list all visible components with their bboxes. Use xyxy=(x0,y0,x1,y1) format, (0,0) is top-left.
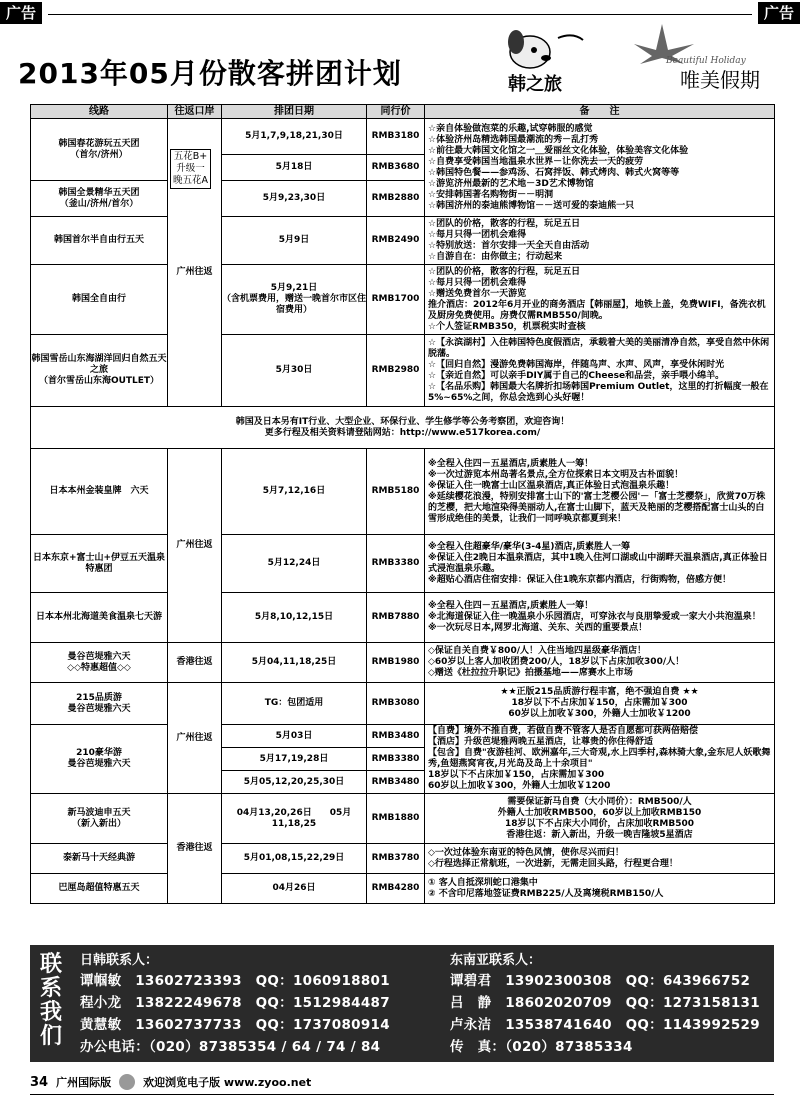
col-port: 往返口岸 xyxy=(168,105,222,119)
price-cell: RMB4280 xyxy=(367,874,425,904)
contact-right-3: 卢永洁 13538741640 QQ：1143992529 xyxy=(450,1017,760,1033)
dates-cell: 5月18日 xyxy=(222,155,367,181)
notes-cell: ☆亲自体验做泡菜的乐趣,试穿韩服的感觉 ☆体验济州岛精选韩国最潮流的秀－乱打秀 ☆前往最大韩国文化馆之一＿爱丽丝文化体验，体验美容文化体验 ☆自费享受韩国当地温泉水世界－让你洗去一天的疲劳 ☆韩国特色餐——参鸡汤、石窝拌饭、韩式烤肉、韩式火窝等等 ☆游览济州最新的艺术地－3D艺术博物馆 ☆安排韩国著名购物街－－明洞 ☆韩国济州的泰迪熊博物馆－－送可爱的泰迪熊一只 xyxy=(425,119,775,217)
notes-cell: ★★正版215品质游行程丰富，绝不强迫自费 ★★ 18岁以下不占床加￥150，占床需加￥300 60岁以上加收￥300，外籍人士加收￥1200 xyxy=(425,683,775,725)
price-cell: RMB7880 xyxy=(367,593,425,643)
tour-plan-table xyxy=(30,104,775,904)
route-cell: 日本东京+富士山+伊豆五天温泉特惠团 xyxy=(31,535,168,593)
inquiry-banner xyxy=(31,407,775,449)
dates-cell: 5月04,11,18,25日 xyxy=(222,643,367,683)
sea-header: 东南亚联系人： xyxy=(450,953,542,968)
ad-tag-left: 广告 xyxy=(0,2,42,24)
price-cell: RMB3080 xyxy=(367,683,425,725)
dates-cell: 5月05,12,20,25,30日 xyxy=(222,771,367,794)
route-cell: 日本本州金装皇牌 六天 xyxy=(31,449,168,535)
notes-cell: 需要保证新马自费（大小同价）：RMB500/人 外籍人士加收RMB500，60岁以上加收RMB150 18岁以下不占床大小同价，占床加收RMB500 香港往返：新入新出，升级一晚吉隆坡5星酒店 xyxy=(425,794,775,844)
port-cell: 五花B+ 升级一 晚五花A 广州往返 xyxy=(168,119,222,407)
table-row xyxy=(31,844,775,874)
price-cell: RMB3380 xyxy=(367,535,425,593)
table-row xyxy=(31,119,775,155)
table-row xyxy=(31,335,775,407)
price-cell: RMB1980 xyxy=(367,643,425,683)
contact-left-1: 谭帼敏 13602723393 QQ：1060918801 xyxy=(80,973,390,989)
dates-cell: 5月9,21日 （含机票费用，赠送一晚首尔市区住宿费用） xyxy=(222,265,367,335)
bottom-rule xyxy=(30,1094,774,1095)
price-cell: RMB3780 xyxy=(367,844,425,874)
contact-label: 联系我们 xyxy=(39,952,62,1049)
upgrade-box: 五花B+ 升级一 晚五花A xyxy=(170,149,211,189)
magazine-name: 广州国际版 xyxy=(56,1076,112,1089)
table-header xyxy=(31,105,775,119)
route-cell: 日本本州北海道美食温泉七天游 xyxy=(31,593,168,643)
ad-tag-right: 广告 xyxy=(758,2,800,24)
table-row xyxy=(31,683,775,725)
route-cell: 泰新马十天经典游 xyxy=(31,844,168,874)
route-cell: 曼谷芭堤雅六天 ◇◇特惠超值◇◇ xyxy=(31,643,168,683)
dates-cell: 5月12,24日 xyxy=(222,535,367,593)
price-cell: RMB3380 xyxy=(367,748,425,771)
port-cell: 广州往返 xyxy=(168,449,222,643)
banner-line-2[interactable]: 更多行程及相关资料请登陆网站：http://www.e517korea.com/ xyxy=(264,427,541,438)
contact-panel xyxy=(30,945,774,1062)
table-row xyxy=(31,593,775,643)
table-row xyxy=(31,217,775,265)
contact-left-3: 黄慧敏 13602737733 QQ：1737080914 xyxy=(80,1017,390,1033)
col-price: 同行价 xyxy=(367,105,425,119)
price-cell: RMB3180 xyxy=(367,119,425,155)
notes-cell: ① 客人自抵深圳蛇口港集中 ② 不含印尼落地签证费RMB225/人及离境税RMB150/人 xyxy=(425,874,775,904)
price-cell: RMB1700 xyxy=(367,265,425,335)
contact-left-4: 办公电话：（020）87385354 / 64 / 74 / 84 xyxy=(80,1039,381,1055)
page-number: 34 xyxy=(30,1074,49,1090)
dates-cell: 5月9,23,30日 xyxy=(222,181,367,217)
dates-cell: 04月13,20,26日 05月11,18,25 xyxy=(222,794,367,844)
page-title: 2013年05月份散客拼团计划 xyxy=(18,57,402,90)
web-link[interactable]: 欢迎浏览电子版 www.zyoo.net xyxy=(143,1076,312,1089)
notes-cell: ※全程入住四－五星酒店,质素胜人一筹！ ※一次过游览本州岛著名景点,全方位探索日本文明及古朴面貌！ ※保证入住一晚富士山区温泉酒店,真正体验日式泡温泉乐趣！ ※延续樱花浪漫，特别安排富士山下的'富士芝樱公园'－「富士芝樱祭」，欣赏70万株的芝樱，把大地渲染得美丽动人,在富士山脚下，蓝天及艳丽的芝樱搭配富士山头的白雪形成绝佳的美景，让我们一同呼唤京都夏到来！ xyxy=(425,449,775,535)
weimei-holiday-logo xyxy=(622,20,792,100)
dates-cell: 04月26日 xyxy=(222,874,367,904)
route-cell: 韩国全自由行 xyxy=(31,265,168,335)
page-footer xyxy=(30,1074,311,1090)
contact-right-2: 吕 静 18602020709 QQ：1273158131 xyxy=(450,995,760,1011)
han-travel-logo-text: 韩之旅 xyxy=(508,74,562,95)
contact-right-1: 谭碧君 13902300308 QQ：643966752 xyxy=(450,973,751,989)
notes-cell: ☆【永滨湖村】入住韩国特色度假酒店，承载着大美的美丽清净自然，享受自然中休闲脱藩。 ☆【回归自然】漫游免费韩国海岸，伴随鸟声、水声、风声，享受休闲时光 ☆【亲近自然】可以亲手DIY属于自己的Cheese和品尝，亲手喂小绵羊。 ☆【名品乐购】韩国最大名牌折扣场韩国Premium Outlet，这里的打折幅度一般在5%~65%之间，你总会选到心头好喔！ xyxy=(425,335,775,407)
banner-line-1: 韩国及日本另有IT行业、大型企业、环保行业、学生修学等公务考察团，欢迎咨询！ xyxy=(235,416,570,427)
dates-cell: 5月30日 xyxy=(222,335,367,407)
table-row xyxy=(31,449,775,535)
table-row xyxy=(31,407,775,449)
dates-cell: 5月8,10,12,15日 xyxy=(222,593,367,643)
price-cell: RMB2490 xyxy=(367,217,425,265)
dates-cell: 5月03日 xyxy=(222,725,367,748)
contact-left-2: 程小龙 13822249678 QQ：1512984487 xyxy=(80,995,390,1011)
col-dates: 排团日期 xyxy=(222,105,367,119)
korea-japan-header: 日韩联系人： xyxy=(80,953,159,968)
dates-cell: 5月1,7,9,18,21,30日 xyxy=(222,119,367,155)
han-travel-logo xyxy=(488,28,588,100)
weimei-holiday-text: 唯美假期 xyxy=(680,68,760,92)
notes-cell: 【自费】境外不推自费，若做自费不管客人是否自愿都可获两倍赔偿 【酒店】升级芭堤雅两晚五星酒店，让尊贵的你住得舒适 【包含】自费"夜游桂河、欧洲嘉年,三大奇观,水上四季村,森林骑大象,金东尼人妖歌舞秀,鱼翅燕窝宵夜,月光岛及岛上十余项目" 18岁以下不占床加￥150，占床需加￥300 60岁以上加收￥300，外籍人士加收￥1200 xyxy=(425,725,775,794)
route-cell: 韩国首尔半自由行五天 xyxy=(31,217,168,265)
route-cell: 韩国全景精华五天团 （釜山/济州/首尔） xyxy=(31,181,168,217)
dates-cell: 5月9日 xyxy=(222,217,367,265)
route-cell: 210豪华游 曼谷芭堤雅六天 xyxy=(31,725,168,794)
route-cell: 韩国雪岳山东海湖洋回归自然五天之旅 （首尔雪岳山东海OUTLET） xyxy=(31,335,168,407)
col-notes: 备 注 xyxy=(425,105,775,119)
notes-cell: ☆团队的价格，散客的行程，玩足五日 ☆每月只得一团机会难得 ☆赠送免费首尔一天游览 推介酒店：2012年6月开业的商务酒店【韩丽屋】，地铁上盖，免费WIFI，备洗衣机及厨房免费使用。房费仅需RMB550/间晚。 ☆个人签证RMB350，机票税实时查核 xyxy=(425,265,775,335)
contact-right-4: 传 真：（020）87385334 xyxy=(450,1039,633,1055)
notes-cell: ◇一次过体验东南亚的特色风情，使你尽兴而归！ ◇行程选择正常航班，一次进新，无需走回头路，行程更合理！ xyxy=(425,844,775,874)
port-cell: 香港往返 xyxy=(168,794,222,904)
table-row xyxy=(31,265,775,335)
notes-cell: ◇保证自关自费￥800/人！入住当地四星级豪华酒店！ ◇60岁以上客人加收团费200/人，18岁以下占床加收300/人！ ◇赠送《杜拉拉升职记》拍摄基地——席赛水上市场 xyxy=(425,643,775,683)
dates-cell: 5月01,08,15,22,29日 xyxy=(222,844,367,874)
price-cell: RMB2980 xyxy=(367,335,425,407)
table-row xyxy=(31,535,775,593)
port-cell: 香港往返 xyxy=(168,643,222,683)
price-cell: RMB3480 xyxy=(367,771,425,794)
dates-cell: TG：包团适用 xyxy=(222,683,367,725)
route-cell: 韩国春花游玩五天团 （首尔/济州） xyxy=(31,119,168,181)
table-row xyxy=(31,643,775,683)
table-row xyxy=(31,874,775,904)
price-cell: RMB1880 xyxy=(367,794,425,844)
route-cell: 215品质游 曼谷芭堤雅六天 xyxy=(31,683,168,725)
table-row xyxy=(31,725,775,748)
route-cell: 新马波迪申五天 （新入新出） xyxy=(31,794,168,844)
dates-cell: 5月17,19,28日 xyxy=(222,748,367,771)
notes-cell: ※全程入住四－五星酒店,质素胜人一筹！ ※北海道保证入住一晚温泉小乐园酒店，可穿泳衣与良朋挚爱或一家大小共泡温泉！ ※一次玩尽日本,网罗北海道、关东、关西的重要景点！ xyxy=(425,593,775,643)
weimei-holiday-sub: Beautiful Holiday xyxy=(666,56,746,66)
dates-cell: 5月7,12,16日 xyxy=(222,449,367,535)
notes-cell: ☆团队的价格，散客的行程，玩足五日 ☆每月只得一团机会难得 ☆特别放送：首尔安排一天全天自由活动 ☆自游自在：由你做主；行动起来 xyxy=(425,217,775,265)
price-cell: RMB3680 xyxy=(367,155,425,181)
table-row xyxy=(31,794,775,844)
price-cell: RMB2880 xyxy=(367,181,425,217)
price-cell: RMB5180 xyxy=(367,449,425,535)
col-route: 线路 xyxy=(31,105,168,119)
top-rule xyxy=(48,14,752,15)
price-cell: RMB3480 xyxy=(367,725,425,748)
port-cell: 广州往返 xyxy=(168,683,222,794)
route-cell: 巴厘岛超值特惠五天 xyxy=(31,874,168,904)
notes-cell: ※全程入住超豪华/豪华(3-4星)酒店,质素胜人一筹 ※保证入住2晚日本温泉酒店，其中1晚入住河口湖或山中湖畔天温泉酒店,真正体验日式浸泡温泉乐趣。 ※超贴心酒店住宿安排：保证入住1晚东京都内酒店，行街购物，倍感方便！ xyxy=(425,535,775,593)
magazine-badge-icon xyxy=(119,1074,135,1090)
